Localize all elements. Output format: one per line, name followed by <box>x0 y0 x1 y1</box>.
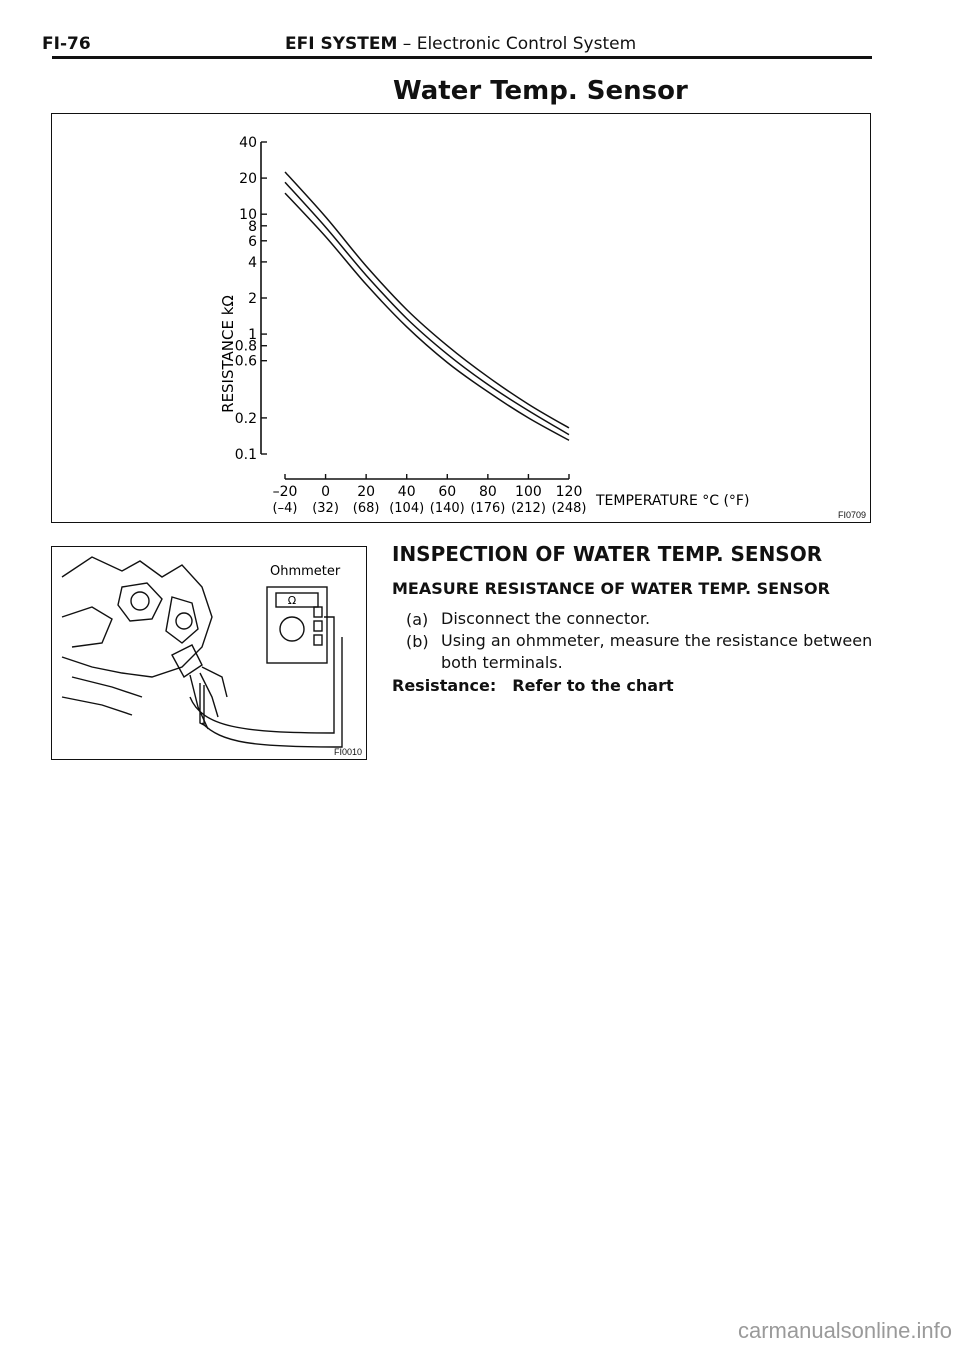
section-title: Water Temp. Sensor <box>393 76 688 106</box>
x-tick-label-celsius: 0 <box>321 484 331 500</box>
x-tick-label-celsius: 80 <box>478 484 497 500</box>
resistance-temperature-chart <box>52 114 870 522</box>
resistance-label: Resistance: <box>392 676 497 695</box>
ohm-symbol: Ω <box>287 594 297 607</box>
resistance-curve <box>285 172 569 428</box>
running-title-subsystem: – Electronic Control System <box>397 34 637 54</box>
page-number: FI-76 <box>42 34 91 54</box>
y-axis-label: RESISTANCE kΩ <box>219 295 237 413</box>
y-tick-label: 40 <box>239 135 257 151</box>
y-tick-label: 20 <box>239 171 257 188</box>
y-tick-label: 0.8 <box>234 338 257 355</box>
x-tick-label-fahrenheit: (104) <box>389 501 425 516</box>
x-tick-label-fahrenheit: (32) <box>312 501 339 516</box>
x-tick-label-fahrenheit: (176) <box>470 501 506 516</box>
x-tick-label-fahrenheit: (68) <box>352 501 380 516</box>
y-tick-label: 4 <box>248 254 257 271</box>
ohmmeter-illustration <box>51 546 367 760</box>
chart-frame <box>51 113 871 523</box>
y-tick-label: 10 <box>239 207 257 224</box>
y-tick-label: 6 <box>248 233 257 250</box>
x-tick-label-celsius: 20 <box>357 484 376 500</box>
resistance-spec <box>392 676 674 695</box>
step-b-label: (b) <box>406 632 429 651</box>
y-axis <box>235 135 267 463</box>
y-tick-label: 0.2 <box>234 410 257 427</box>
y-tick-label: 8 <box>248 218 257 235</box>
x-axis <box>273 474 587 516</box>
x-tick-label-celsius: 40 <box>397 484 416 500</box>
illustration-figure-id: FI0010 <box>333 747 362 757</box>
y-tick-label: 1 <box>248 327 257 344</box>
y-tick-label: 2 <box>248 291 257 307</box>
step-b-text: Using an ohmmeter, measure the resistance between both terminals. <box>441 631 873 672</box>
running-title-system: EFI SYSTEM <box>285 34 398 54</box>
step-a-label: (a) <box>406 610 429 629</box>
inspection-heading: INSPECTION OF WATER TEMP. SENSOR <box>392 542 823 566</box>
x-tick-label-celsius: 120 <box>555 484 583 500</box>
curves <box>285 172 569 440</box>
engine-sensor-drawing <box>52 547 366 759</box>
running-title <box>285 34 636 54</box>
y-tick-label: 0.6 <box>234 353 257 370</box>
watermark: carmanualsonline.info <box>737 1318 952 1343</box>
resistance-value: Refer to the chart <box>512 676 674 695</box>
x-tick-label-celsius: 100 <box>515 484 542 500</box>
ohmmeter-label: Ohmmeter <box>270 564 341 579</box>
x-tick-label-fahrenheit: (248) <box>551 501 587 516</box>
x-tick-label-fahrenheit: (212) <box>510 501 546 516</box>
x-tick-label-celsius: –20 <box>272 484 298 500</box>
x-tick-label-celsius: 60 <box>438 484 457 500</box>
x-tick-label-fahrenheit: (–4) <box>272 501 298 516</box>
x-tick-label-fahrenheit: (140) <box>429 501 465 516</box>
x-axis-label: TEMPERATURE °C (°F) <box>596 493 750 509</box>
step-a-text: Disconnect the connector. <box>441 609 651 628</box>
chart-figure-id: FI0709 <box>837 510 866 520</box>
header-rule <box>52 56 872 59</box>
y-tick-label: 0.1 <box>234 447 257 463</box>
inspection-subheading: MEASURE RESISTANCE OF WATER TEMP. SENSOR <box>392 579 830 598</box>
